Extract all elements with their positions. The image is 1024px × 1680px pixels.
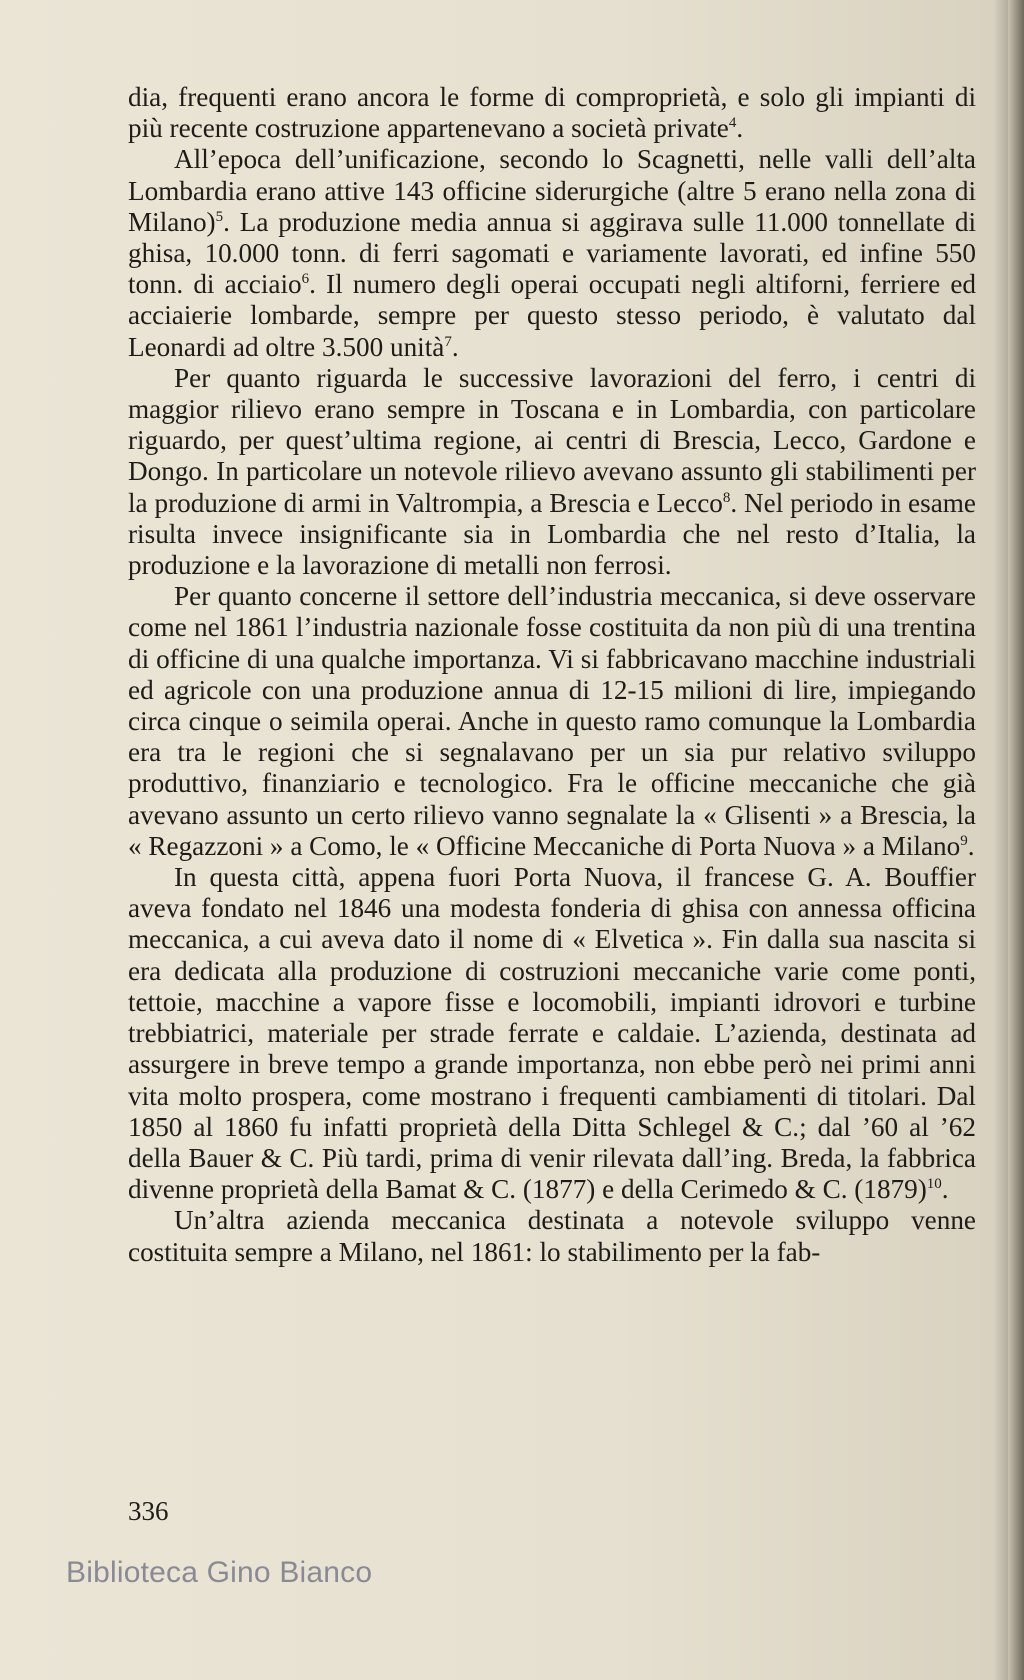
paragraph-4: Per quanto concerne il settore dell’industria meccanica, si deve osservare come nel 1861 l’industria nazionale fosse costituita da non più di una trentina di officine di una qualche importanza. Vi si fabbricavano macchine industriali ed agricole con una produzione annua di 12-15 milioni di lire, impiegando circa cinque o seimila operai. Anche in questo ramo comunque la Lombardia era tra le regioni che si segnalavano per un sia pur relativo sviluppo produttivo, finanziario e tecnologico. Fra le officine meccaniche che già avevano assunto un certo rilievo vanno segnalate la « Glisenti » a Brescia, la « Regazzoni » a Como, le « Officine Meccaniche di Porta Nuova » a Milano$^9$. xyxy=(128,581,976,861)
page-edge-shadow xyxy=(1008,0,1024,1680)
paragraph-1: dia, frequenti erano ancora le forme di comproprietà, e solo gli impianti di più recente costruzione appartenevano a società private$^4$. xyxy=(128,82,976,144)
footnote-ref-6: 6 xyxy=(301,271,310,288)
paragraph-6: Un’altra azienda meccanica destinata a notevole sviluppo venne costituita sempre a Milano, nel 1861: lo stabilimento per la fab- xyxy=(128,1205,976,1267)
footnote-ref-7: 7 xyxy=(444,333,452,350)
footnote-ref-9: 9 xyxy=(960,832,968,849)
paragraph-3: Per quanto riguarda le successive lavorazioni del ferro, i centri di maggior rilievo erano sempre in Toscana e in Lombardia, con particolare riguardo, per quest’ultima regione, ai centri di Brescia, Lecco, Gardone e Dongo. In particolare un notevole rilievo avevano assunto gli stabilimenti per la produzione di armi in Valtrompia, a Brescia e Lecco$^8$. Nel periodo in esame risulta invece insignificante sia in Lombardia che nel resto d’Italia, la produzione e la lavorazione di metalli non ferrosi. xyxy=(128,362,976,581)
library-watermark: Biblioteca Gino Bianco xyxy=(66,1556,373,1589)
paragraph-2: All’epoca dell’unificazione, secondo lo Scagnetti, nelle valli dell’alta Lombardia erano attive 143 officine siderurgiche (altre 5 erano nella zona di Milano)$^5$. La produzione media annua si aggirava sulle 11.000 tonnellate di ghisa, 10.000 tonn. di ferri sagomati e variamente lavorati, ed infine 550 tonn. di acciaio$^6$. Il numero degli operai occupati negli altiforni, ferriere ed acciaierie lombarde, sempre per questo stesso periodo, è valutato dal Leonardi ad oltre 3.500 unità$^7$. xyxy=(128,144,976,362)
paragraph-5: In questa città, appena fuori Porta Nuova, il francese G. A. Bouffier aveva fondato nel 1846 una modesta fonderia di ghisa con annessa officina meccanica, a cui aveva dato il nome di « Elvetica ». Fin dalla sua nascita si era dedicata alla produzione di costruzioni meccaniche varie come ponti, tettoie, macchine a vapore fisse e locomobili, impianti idrovori e turbine trebbiatrici, materiale per strade ferrate e caldaie. L’azienda, destinata ad assurgere in breve tempo a grande importanza, non ebbe però nei primi anni vita molto prospera, come mostrano i frequenti cambiamenti di titolari. Dal 1850 al 1860 fu infatti proprietà della Ditta Schlegel & C.; dal ’60 al ’62 della Bauer & C. Più tardi, prima di venir rilevata dall’ing. Breda, la fabbrica divenne proprietà della Bamat & C. (1877) e della Cerimedo & C. $(1879)^{10}$. xyxy=(128,862,976,1205)
footnote-ref-5: 5 xyxy=(215,208,224,225)
page-number: 336 xyxy=(128,1496,169,1526)
body-text xyxy=(128,82,976,1268)
footnote-ref-10: 10 xyxy=(926,1176,942,1193)
footnote-ref-4: 4 xyxy=(728,115,737,132)
footnote-ref-8: 8 xyxy=(722,489,731,506)
